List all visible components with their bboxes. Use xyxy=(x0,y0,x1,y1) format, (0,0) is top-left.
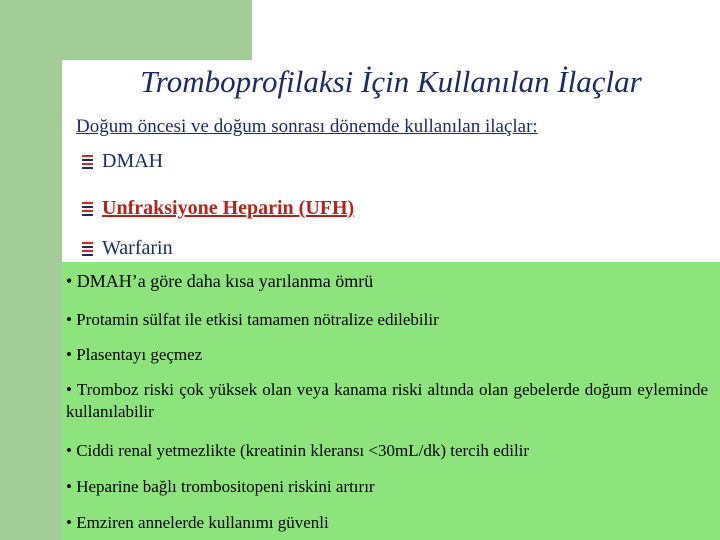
ufh-point: • Emziren annelerde kullanımı güvenli xyxy=(66,513,329,532)
ufh-point: • Heparine bağlı trombositopeni riskini artırır xyxy=(66,477,375,496)
slide-subtitle: Doğum öncesi ve doğum sonrası dönemde kullanılan ilaçlar: xyxy=(76,116,538,137)
drug-item-warfarin xyxy=(80,237,173,260)
ufh-point: • Ciddi renal yetmezlikte (kreatinin kleransı <30mL/dk) tercih edilir xyxy=(66,441,530,460)
ufh-point: • Plasentayı geçmez xyxy=(66,345,203,364)
drug-item-ufh xyxy=(80,197,354,220)
left-decor-bar xyxy=(0,0,62,540)
bullet-icon xyxy=(80,241,94,257)
drug-label: Warfarin xyxy=(102,237,173,259)
drug-label: Unfraksiyone Heparin (UFH) xyxy=(102,197,355,219)
slide-title: Tromboprofilaksi İçin Kullanılan İlaçlar xyxy=(140,64,642,99)
ufh-point: • Protamin sülfat ile etkisi tamamen nötralize edilebilir xyxy=(66,310,439,329)
ufh-point: • Tromboz riski çok yüksek olan veya kanama riski altında olan gebelerde doğum eyleminde kullanılabilir xyxy=(66,380,708,421)
bullet-icon xyxy=(80,201,94,217)
ufh-point: • DMAH’a göre daha kısa yarılanma ömrü xyxy=(66,271,374,291)
drug-item-dmah xyxy=(80,150,163,173)
drug-label: DMAH xyxy=(102,150,164,172)
bullet-icon xyxy=(80,154,94,170)
top-decor-block xyxy=(0,0,252,60)
